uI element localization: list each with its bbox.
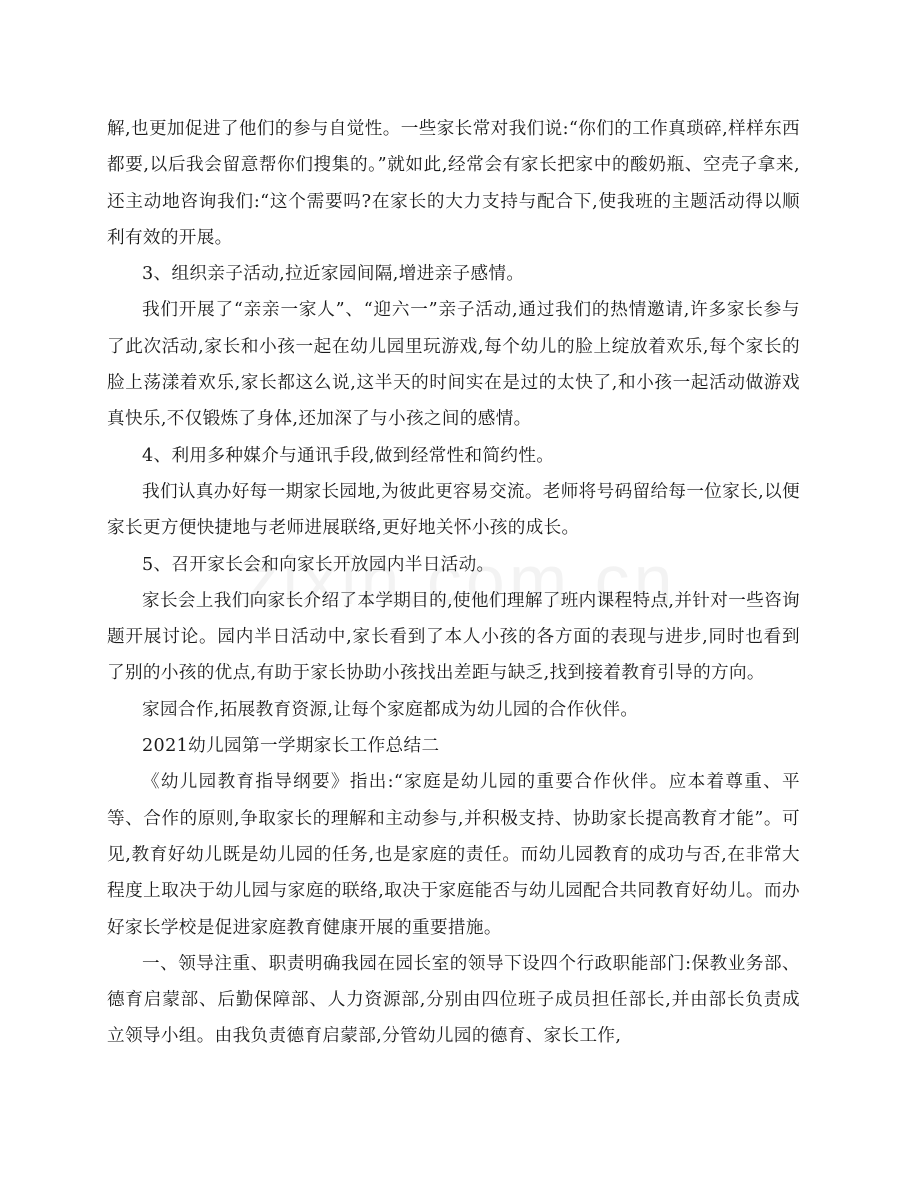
paragraph-parent-meeting: 家长会上我们向家长介绍了本学期目的,使他们理解了班内课程特点,并针对一些咨询题开展讨论。园内半日活动中,家长看到了本人小孩的各方面的表现与进步,同时也看到了别的小孩的优点,有助于家长协助小孩找出差距与缺乏,找到接着教育引导的方向。	[107, 590, 800, 684]
paragraph-heading-3: 3、组织亲子活动,拉近家园间隔,增进亲子感情。	[142, 264, 525, 285]
paragraph-continuation: 解,也更加促进了他们的参与自觉性。一些家长常对我们说:“你们的工作真琐碎,样样东西都要,以后我会留意帮你们搜集的。”就如此,经常会有家长把家中的酸奶瓶、空壳子拿来,还主动地咨询我们:“这个需要吗?在家长的大力支持与配合下,使我班的主题活动得以顺利有效的开展。	[107, 119, 800, 248]
paragraph-parent-garden: 我们认真办好每一期家长园地,为彼此更容易交流。老师将号码留给每一位家长,以便家长更方便快捷地与老师进展联络,更好地关怀小孩的成长。	[107, 481, 800, 539]
paragraph-cooperation: 家园合作,拓展教育资源,让每个家庭都成为幼儿园的合作伙伴。	[142, 699, 639, 720]
paragraph-leadership: 一、领导注重、职责明确我园在园长室的领导下设四个行政职能部门:保教业务部、德育启蒙部、后勤保障部、人力资源部,分别由四位班子成员担任部长,并由部长负责成立领导小组。由我负责德育启蒙部,分管幼儿园的德育、家长工作,	[107, 953, 800, 1047]
paragraph-guideline: 《幼儿园教育指导纲要》指出:“家庭是幼儿园的重要合作伙伴。应本着尊重、平等、合作的原则,争取家长的理解和主动参与,并积极支持、协助家长提高教育才能”。可见,教育好幼儿既是幼儿园的任务,也是家庭的责任。而幼儿园教育的成功与否,在非常大程度上取决于幼儿园与家庭的联络,取决于家庭能否与幼儿园配合共同教育好幼儿。而办好家长学校是促进家庭教育健康开展的重要措施。	[107, 772, 800, 938]
paragraph-heading-5: 5、召开家长会和向家长开放园内半日活动。	[142, 554, 495, 575]
section-title: 2021幼儿园第一学期家长工作总结二	[142, 736, 440, 757]
document-body	[107, 111, 800, 1055]
paragraph-heading-4: 4、利用多种媒介与通讯手段,做到经常性和简约性。	[142, 445, 555, 466]
paragraph-parent-child-activity: 我们开展了“亲亲一家人”、“迎六一”亲子活动,通过我们的热情邀请,许多家长参与了此次活动,家长和小孩一起在幼儿园里玩游戏,每个幼儿的脸上绽放着欢乐,每个家长的脸上荡漾着欢乐,家长都这么说,这半天的时间实在是过的太快了,和小孩一起活动做游戏真快乐,不仅锻炼了身体,还加深了与小孩之间的感情。	[107, 300, 800, 430]
